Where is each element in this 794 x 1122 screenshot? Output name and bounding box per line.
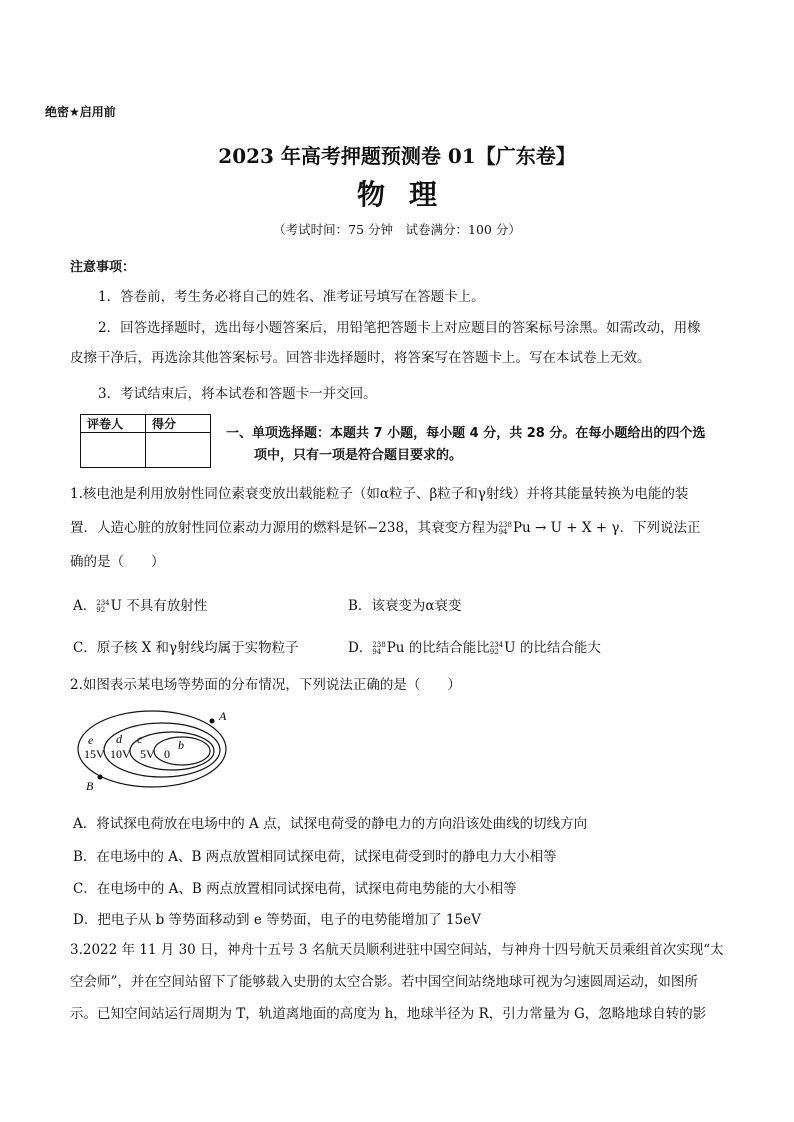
pu-mass: 238 (498, 520, 512, 529)
q2-option-b[interactable]: B．在电场中的 A、B 两点放置相同试探电荷，试探电荷受到时的静电力大小相等 (73, 849, 557, 865)
q2-option-d[interactable]: D．把电子从 b 等势面移动到 e 等势面，电子的电势能增加了 15eV (73, 912, 481, 928)
subject-title: 物理 (356, 178, 461, 211)
q2-option-c[interactable]: C．在电场中的 A、B 两点放置相同试探电荷，试探电荷电势能的大小相等 (73, 881, 517, 897)
q1-stem-line1: 1.核电池是利用放射性同位素衰变放出载能粒子（如α粒子、β粒子和γ射线）并将其能量转换为电能的装 (70, 486, 689, 502)
pu-z-d: 94 (372, 647, 382, 656)
u-mass: 234 (96, 598, 110, 607)
u-isotope-numbers-d (490, 642, 503, 656)
notice-heading: 注意事项： (70, 260, 136, 275)
point-b-label: B (86, 779, 94, 793)
q1-option-a-text: U 不具有放射性 (110, 598, 208, 614)
label-c: c (137, 732, 143, 746)
q1-option-d-text: Pu 的比结合能比 (386, 640, 490, 656)
q3-stem-line2: 空会师”，并在空间站留下了能够载入史册的太空合影。若中国空间站绕地球可视为匀速圆周运动，如图所 (70, 974, 698, 990)
q1-equation: Pu → U + X + γ (512, 520, 620, 536)
grader-header: 评卷人 (81, 415, 146, 433)
u-mass-d: 234 (489, 640, 504, 649)
q1-option-d-letter: D． (348, 640, 373, 656)
section1-heading (226, 423, 746, 467)
q3-stem-line3: 示。已知空间站运行周期为 T，轨道离地面的高度为 h，地球半径为 R，引力常量为 G，忽略地球自转的影 (70, 1006, 707, 1022)
q1-option-a-letter: A． (73, 598, 97, 614)
u-z: 92 (96, 605, 106, 614)
notice-item-2-cont: 皮擦干净后，再选涂其他答案标号。回答非选择题时，将答案写在答题卡上。写在本试卷上无效。 (70, 350, 651, 366)
q1-option-d[interactable] (348, 636, 601, 656)
q2-option-a[interactable]: A．将试探电荷放在电场中的 A 点，试探电荷受的静电力的方向沿该处曲线的切线方向 (73, 816, 588, 832)
pu-mass-d: 238 (372, 640, 386, 649)
label-e: e (88, 733, 94, 747)
score-header: 得分 (146, 415, 211, 433)
label-d: d (116, 732, 122, 746)
score-cell (146, 433, 211, 468)
voltage-10v: 10V (110, 747, 131, 761)
notice-item-1: 1．答卷前，考生务必将自己的姓名、准考证号填写在答题卡上。 (98, 289, 485, 305)
q3-stem-line1: 3.2022 年 11 月 30 日，神舟十五号 3 名航天员顺利进驻中国空间站，与神舟十四号航天员乘组首次实现“太 (70, 942, 724, 958)
q1-option-d-text2: U 的比结合能大 (504, 640, 601, 656)
q1-option-a[interactable] (73, 594, 207, 614)
q1-option-b[interactable]: B．该衰变为α衰变 (348, 598, 462, 614)
pu-z: 94 (498, 527, 508, 536)
u-isotope-numbers (96, 600, 109, 614)
confidential-label: 绝密★启用前 (45, 105, 116, 119)
notice-item-2: 2．回答选择题时，选出每小题答案后，用铅笔把答题卡上对应题目的答案标号涂黑。如需改动，用橡 (98, 320, 701, 336)
section1-heading-line1: 一、单项选择题：本题共 7 小题，每小题 4 分，共 28 分。在每小题给出的四个选 (226, 426, 706, 441)
voltage-0: 0 (164, 747, 170, 761)
voltage-5v: 5V (140, 747, 155, 761)
grader-cell (81, 433, 146, 468)
equipotential-figure (72, 705, 252, 795)
point-b-dot (98, 775, 103, 780)
point-a-dot (210, 719, 215, 724)
q2-stem: 2.如图表示某电场等势面的分布情况，下列说法正确的是（ ） (70, 677, 461, 693)
q1-stem-line3: 确的是（ ） (70, 554, 165, 570)
pu-isotope-numbers-d (372, 642, 385, 656)
pu-isotope-numbers (499, 522, 512, 536)
notice-item-3: 3．考试结束后，将本试卷和答题卡一并交回。 (98, 386, 377, 402)
u-z-d: 92 (489, 647, 499, 656)
q1-stem-line2-post: ．下列说法正 (619, 520, 701, 536)
exam-info: （考试时间：75 分钟 试卷满分：100 分） (273, 222, 521, 237)
q1-stem-line2 (70, 518, 700, 538)
score-table (80, 414, 211, 468)
q1-stem-line2-pre: 置．人造心脏的放射性同位素动力源用的燃料是钚−238，其衰变方程为 (70, 520, 499, 536)
section1-heading-line2: 项中，只有一项是符合题目要求的。 (254, 448, 463, 463)
label-b: b (178, 738, 184, 752)
q1-option-c[interactable]: C．原子核 X 和γ射线均属于实物粒子 (73, 640, 299, 656)
exam-title: 2023 年高考押题预测卷 01【广东卷】 (218, 144, 576, 168)
point-a-label: A (219, 709, 227, 723)
voltage-15v: 15V (84, 747, 105, 761)
